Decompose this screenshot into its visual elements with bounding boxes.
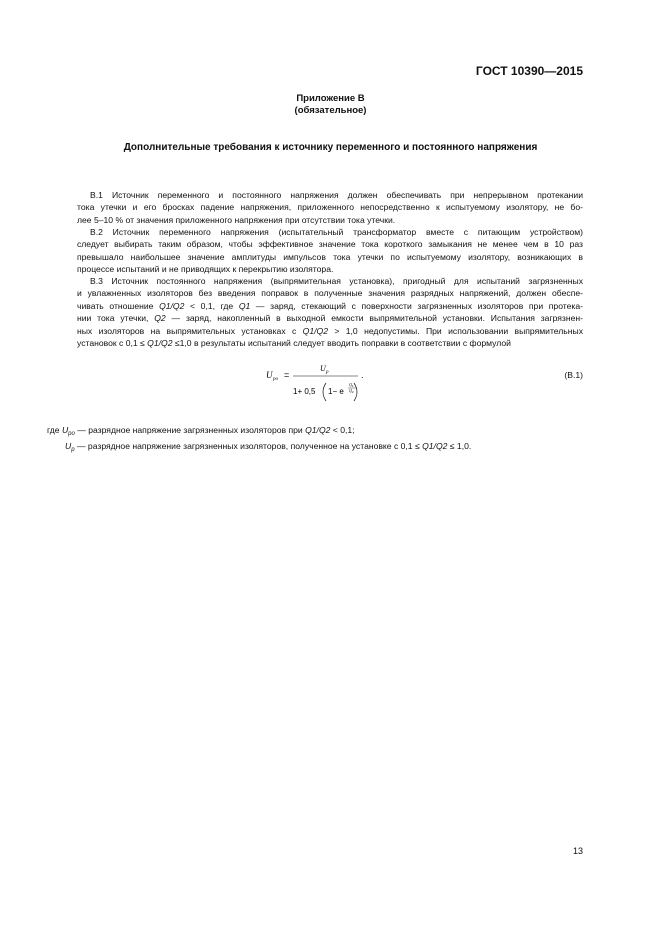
formula-b1 <box>250 365 380 417</box>
text-line: чивать отношение Q1/Q2 < 0,1, где Q1 — заряд, стекающий с поверхности загрязненных изоляторов при протека- <box>77 300 583 311</box>
text-line: тока утечки и его бросках падение напряжения, приложенного непосредственно к испытуемому изолятору, не бо- <box>77 202 583 213</box>
section-title: Дополнительные требования к источнику переменного и постоянного напряжения <box>123 142 538 153</box>
paragraph-b2 <box>77 226 583 276</box>
formula-equals: = <box>284 370 290 380</box>
page-number: 13 <box>572 846 583 856</box>
exponent-numerator: Q <box>349 382 352 387</box>
annex-status: (обязательное) <box>294 105 367 116</box>
formula-lhs: U <box>266 370 273 380</box>
text-line: и увлажненных изоляторов без введения поправок в полученные значения разрядных напряжений, должен обеспе- <box>77 288 583 299</box>
legend-row-upo: где $U_{po}$ — разрядное напряжение загрязненных изоляторов при Q1/Q2 < 0,1; <box>47 425 355 437</box>
text-line: установок с 0,1 ≤ Q1/Q2 ≤1,0 в результаты испытаний следует вводить поправки в соответствии с формулой <box>77 338 511 349</box>
text-line: следует выбирать таким образом, чтобы эффективное значение тока короткого замыкания не менее чем в 10 раз <box>77 239 583 250</box>
exponent-denominator-sub: 2 <box>352 390 354 394</box>
formula-numerator-sub: p <box>326 370 329 375</box>
text-line: В.3 Источник постоянного напряжения (выпрямительная установка), пригодный для испытаний загрязненных <box>90 276 583 286</box>
legend-row-up: $U_p$ — разрядное напряжение загрязненных изоляторов, полученное на установке с 0,1 ≤ Q1/Q2 ≤ 1,0. <box>65 441 472 453</box>
standard-number: ГОСТ 10390—2015 <box>475 64 583 78</box>
formula-legend <box>47 424 471 456</box>
formula-lhs-sub: po <box>273 377 278 382</box>
paragraph-b3 <box>77 275 583 349</box>
formula-denominator-b: 1− e <box>328 387 344 396</box>
text-line: нии тока утечки, Q2 — заряд, накопленный в выходной емкости выпрямительной установки. Испытания загрязнен- <box>77 313 583 324</box>
text-line: превышало наибольшее значение амплитуды импульсов тока утечки по испытуемому изолятору, возникающих в <box>77 251 583 262</box>
exponent-denominator: Q <box>349 388 352 393</box>
formula-period: . <box>361 370 364 380</box>
formula-denominator-a: 1+ 0,5 <box>293 387 316 396</box>
annex-heading <box>0 93 661 117</box>
exponent-numerator-sub: 1 <box>352 384 354 388</box>
formula-numerator: U <box>320 365 326 373</box>
text-line: лее 5–10 % от значения приложенного напряжения при отсутствии тока утечки. <box>77 214 396 225</box>
text-line: В.2 Источник переменного напряжения (испытательный трансформатор вместе с питающим устройством) <box>90 227 583 237</box>
right-paren <box>354 383 357 401</box>
text-line: процессе испытаний и не приводящих к перекрытию изолятора. <box>77 264 334 275</box>
annex-title: Приложение В <box>296 93 365 104</box>
text-line: В.1 Источник переменного и постоянного напряжения должен обеспечивать при непрерывном протекании <box>90 190 583 200</box>
left-paren <box>323 383 326 401</box>
formula-number: (В.1) <box>564 370 583 380</box>
text-line: ных изоляторов на выпрямительных установках с Q1/Q2 > 1,0 недопустимы. При использовании выпрямительных <box>77 325 584 336</box>
paragraph-b1 <box>77 189 583 226</box>
